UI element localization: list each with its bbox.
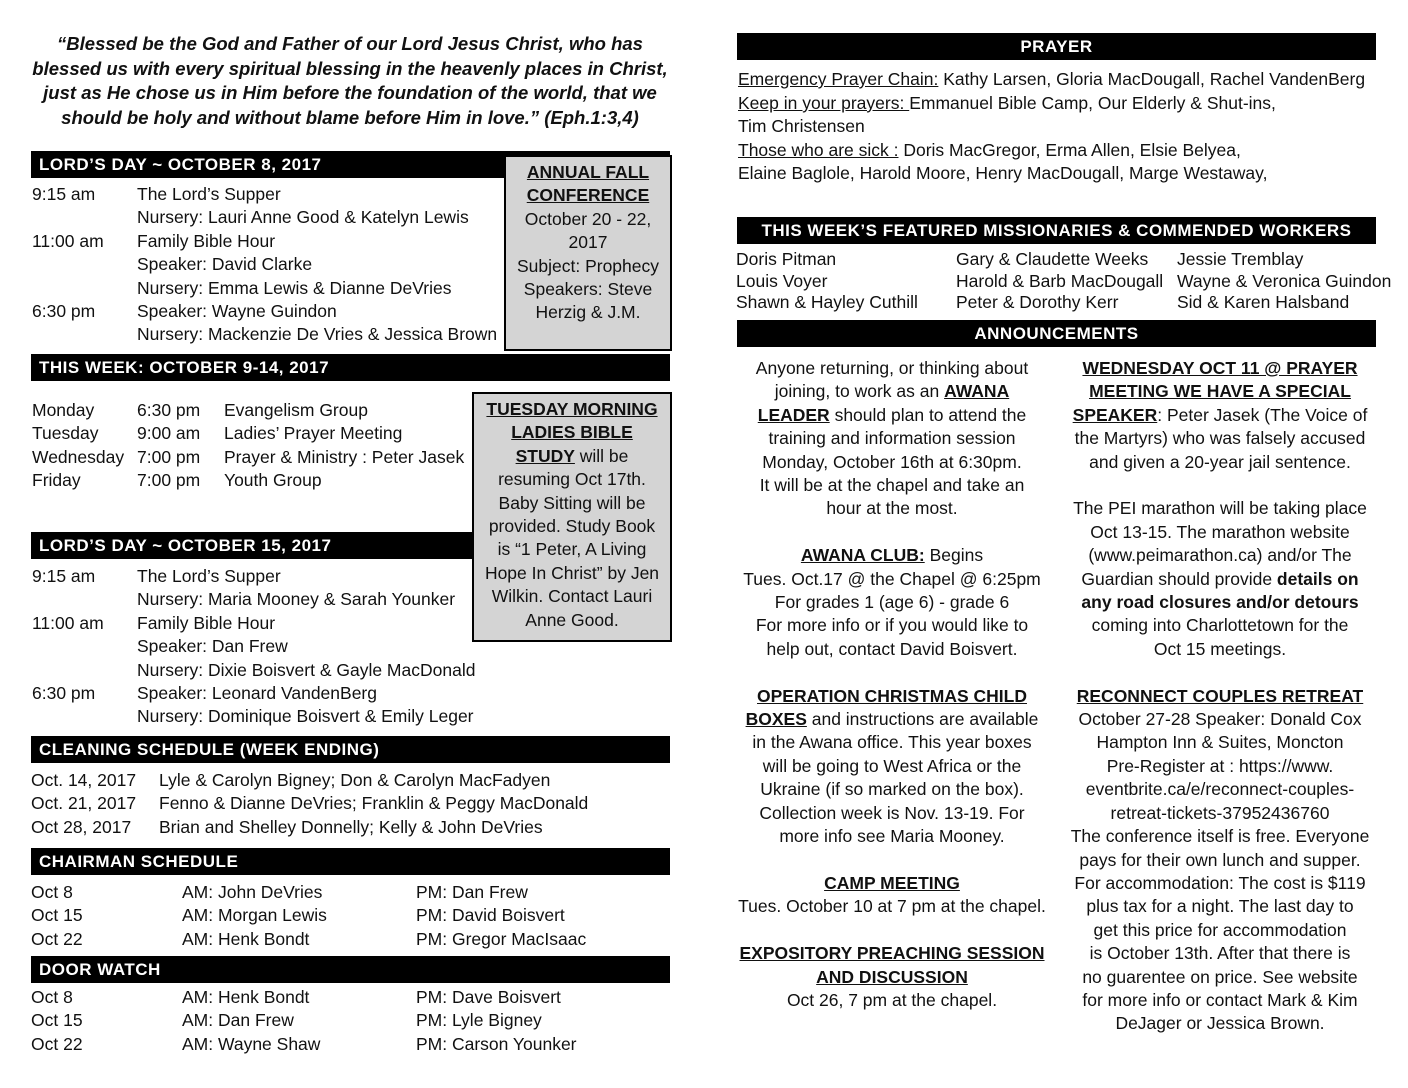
door-pm: PM: Carson Younker	[416, 1033, 577, 1054]
missionary-name: Peter & Dorothy Kerr	[956, 292, 1119, 312]
conference-title-1: ANNUAL FALL	[526, 162, 650, 182]
text: The PEI marathon will be taking place	[1073, 498, 1367, 519]
chairman-am: AM: John DeVries	[182, 882, 323, 902]
text: The conference itself is free. Everyone	[1070, 826, 1370, 847]
prayer-keep-text: Emmanuel Bible Camp, Our Elderly & Shut-ins,	[909, 93, 1276, 113]
prayer-keep-label: Keep in your prayers:	[738, 93, 910, 113]
text: get this price for accommodation	[1093, 919, 1347, 940]
text: AND DISCUSSION	[816, 966, 968, 987]
text: should plan to attend the	[829, 404, 1027, 425]
chairman-header: CHAIRMAN SCHEDULE	[31, 848, 670, 875]
text: coming into Charlottetown for the	[1091, 615, 1349, 636]
prayer-sick-text: Doris MacGregor, Erma Allen, Elsie Belyea,	[898, 140, 1241, 160]
schedule-item: Nursery: Dominique Boisvert & Emily Leger	[137, 706, 474, 727]
chairman-pm: PM: David Boisvert	[416, 905, 565, 926]
prayer-chain-label: Emergency Prayer Chain:	[738, 69, 939, 89]
text: Oct 26, 7 pm at the chapel.	[786, 989, 998, 1010]
week-time: 7:00 pm	[137, 470, 201, 491]
door-am: AM: Henk Bondt	[182, 987, 310, 1007]
missionary-name: Gary & Claudette Weeks	[956, 249, 1149, 269]
awana-leader-announcement	[736, 357, 1048, 521]
schedule-item: Nursery: Mackenzie De Vries & Jessica Brown	[137, 324, 498, 345]
text: Tues. Oct.17 @ the Chapel @ 6:25pm	[743, 568, 1041, 589]
text: RECONNECT COUPLES RETREAT	[1076, 685, 1364, 706]
door-am: AM: Wayne Shaw	[182, 1033, 321, 1054]
text: and instructions are available	[806, 709, 1039, 730]
door-date: Oct 8	[31, 987, 73, 1007]
text: any road closures and/or detours	[1081, 592, 1359, 613]
text: joining, to work as an	[774, 381, 945, 402]
text: plus tax for a night. The last day to	[1086, 896, 1354, 917]
cleaning-date: Oct. 14, 2017	[31, 770, 137, 790]
text: AWANA CLUB:	[800, 545, 925, 566]
week-day: Monday	[32, 400, 95, 420]
schedule-item: Nursery: Maria Mooney & Sarah Younker	[137, 589, 456, 610]
text: For more info or if you would like to	[755, 615, 1029, 636]
text: Hampton Inn & Suites, Moncton	[1096, 732, 1344, 753]
text: For grades 1 (age 6) - grade 6	[774, 592, 1010, 613]
cleaning-header: CLEANING SCHEDULE (WEEK ENDING)	[31, 736, 670, 763]
missionary-name: Harold & Barb MacDougall	[956, 270, 1164, 291]
prayer-sick	[738, 139, 1241, 162]
door-date: Oct 15	[31, 1010, 83, 1031]
chairman-date: Oct 22	[31, 928, 83, 949]
missionary-name: Doris Pitman	[736, 249, 837, 269]
study-line: Baby Sitting will be	[498, 492, 646, 513]
conference-box	[504, 155, 672, 351]
schedule-item: Speaker: Leonard VandenBerg	[137, 683, 377, 703]
text: : Peter Jasek (The Voice of	[1157, 404, 1368, 425]
week-event: Evangelism Group	[224, 400, 368, 420]
text: Collection week is Nov. 13-19. For	[759, 802, 1025, 823]
door-date: Oct 22	[31, 1033, 83, 1054]
text: Tues. October 10 at 7 pm at the chapel.	[738, 896, 1046, 917]
week-day: Tuesday	[32, 423, 99, 444]
chairman-am: AM: Henk Bondt	[182, 928, 310, 949]
chairman-pm: PM: Gregor MacIsaac	[416, 928, 587, 949]
text: hour at the most.	[826, 498, 958, 519]
text: Anyone returning, or thinking about	[755, 358, 1029, 378]
week-day: Friday	[32, 470, 81, 491]
conference-line: 2017	[568, 232, 608, 253]
prayer-chain	[738, 68, 1365, 91]
week-time: 9:00 am	[137, 423, 201, 444]
this-week-header: THIS WEEK: OCTOBER 9-14, 2017	[31, 354, 670, 381]
missionary-name: Jessie Tremblay	[1177, 249, 1304, 269]
schedule-item: Nursery: Dixie Boisvert & Gayle MacDonald	[137, 659, 476, 680]
conference-line: Subject: Prophecy	[516, 255, 660, 276]
schedule-time: 9:15 am	[32, 566, 96, 586]
cleaning-date: Oct. 21, 2017	[31, 793, 137, 814]
couples-retreat-announcement	[1064, 685, 1376, 1036]
prayer-sick-label: Those who are sick :	[738, 140, 899, 160]
conference-line: Herzig & J.M.	[535, 302, 641, 323]
lords-day-1-header: LORD’S DAY ~ OCTOBER 8, 2017	[31, 151, 670, 178]
text: retreat-tickets-37952436760	[1110, 802, 1330, 823]
text: Guardian should provide	[1081, 568, 1277, 589]
study-line: is “1 Peter, A Living	[497, 539, 647, 560]
schedule-item: Nursery: Lauri Anne Good & Katelyn Lewis	[137, 207, 469, 228]
schedule-item: Speaker: David Clarke	[137, 254, 313, 275]
text: details on	[1276, 568, 1359, 589]
text: (www.peimarathon.ca) and/or The	[1088, 545, 1352, 566]
text: OPERATION CHRISTMAS CHILD	[757, 685, 1027, 706]
text: is October 13th. After that there is	[1089, 943, 1351, 964]
schedule-item: The Lord’s Supper	[137, 184, 281, 204]
conference-line: Speakers: Steve	[523, 279, 653, 300]
missionary-name: Louis Voyer	[736, 270, 828, 291]
study-line: Anne Good.	[525, 609, 619, 630]
text: the Martyrs) who was falsely accused	[1074, 428, 1366, 449]
week-event: Prayer & Ministry : Peter Jasek	[224, 446, 465, 467]
announcements-left	[736, 357, 1048, 1036]
week-time: 6:30 pm	[137, 400, 201, 420]
text: Monday, October 16th at 6:30pm.	[762, 451, 1022, 472]
prayer-keep	[738, 92, 1276, 115]
missionary-name: Wayne & Veronica Guindon	[1177, 270, 1392, 291]
camp-meeting-announcement	[736, 872, 1048, 919]
schedule-item: Family Bible Hour	[137, 612, 276, 633]
text: will be going to West Africa or the	[762, 755, 1022, 776]
missionary-name: Sid & Karen Halsband	[1177, 292, 1350, 312]
schedule-item: Speaker: Dan Frew	[137, 636, 288, 657]
door-pm: PM: Lyle Bigney	[416, 1010, 542, 1031]
schedule-time: 11:00 am	[32, 230, 104, 251]
study-title-rest: will be	[574, 445, 629, 466]
schedule-time: 11:00 am	[32, 612, 104, 633]
text: eventbrite.ca/e/reconnect-couples-	[1085, 779, 1355, 800]
text: For accommodation: The cost is $119	[1074, 872, 1366, 893]
text: help out, contact David Boisvert.	[766, 638, 1018, 659]
expository-preaching-announcement	[736, 942, 1048, 1012]
missionaries-header: THIS WEEK’S FEATURED MISSIONARIES & COMMENDED WORKERS	[737, 217, 1376, 244]
schedule-item: The Lord’s Supper	[137, 566, 281, 586]
text: MEETING WE HAVE A SPECIAL	[1089, 381, 1351, 402]
week-event: Ladies’ Prayer Meeting	[224, 423, 403, 444]
text: training and information session	[768, 428, 1016, 449]
text: SPEAKER	[1072, 404, 1158, 425]
schedule-item: Nursery: Emma Lewis & Dianne DeVries	[137, 277, 452, 298]
chairman-pm: PM: Dan Frew	[416, 882, 528, 902]
text: October 27-28 Speaker: Donald Cox	[1078, 709, 1362, 730]
text: WEDNESDAY OCT 11 @ PRAYER	[1082, 358, 1358, 378]
missionary-name: Shawn & Hayley Cuthill	[736, 292, 918, 312]
chairman-date: Oct 8	[31, 882, 73, 902]
cleaning-names: Fenno & Dianne DeVries; Franklin & Peggy MacDonald	[159, 793, 589, 814]
text: CAMP MEETING	[824, 872, 960, 893]
schedule-item: Speaker: Wayne Guindon	[137, 301, 337, 321]
door-am: AM: Dan Frew	[182, 1010, 294, 1031]
week-day: Wednesday	[32, 446, 125, 467]
study-title-3: STUDY	[515, 445, 575, 466]
study-line: resuming Oct 17th.	[498, 469, 646, 490]
text: for more info or contact Mark & Kim	[1082, 989, 1358, 1010]
conference-title-2: CONFERENCE	[526, 185, 650, 206]
schedule-time: 9:15 am	[32, 184, 96, 204]
text: Begins	[924, 545, 984, 566]
text: pays for their own lunch and supper.	[1079, 849, 1361, 870]
announcements-right	[1064, 357, 1376, 1059]
text: more info see Maria Mooney.	[779, 826, 1005, 847]
conference-line: October 20 - 22,	[524, 208, 652, 229]
prayer-sick-2: Elaine Baglole, Harold Moore, Henry MacDougall, Marge Westaway,	[738, 163, 1268, 183]
text: AWANA	[944, 381, 1010, 402]
awana-club-announcement	[736, 544, 1048, 661]
text: in the Awana office. This year boxes	[752, 732, 1032, 753]
text: Pre-Register at : https://www.	[1106, 755, 1334, 776]
chairman-date: Oct 15	[31, 905, 83, 926]
week-time: 7:00 pm	[137, 446, 201, 467]
prayer-keep-2: Tim Christensen	[738, 116, 865, 136]
text: and given a 20-year jail sentence.	[1089, 451, 1351, 472]
text: LEADER	[757, 404, 830, 425]
door-pm: PM: Dave Boisvert	[416, 987, 561, 1007]
week-event: Youth Group	[224, 470, 322, 491]
study-title-2: LADIES BIBLE	[511, 422, 633, 443]
chairman-am: AM: Morgan Lewis	[182, 905, 327, 926]
text: Oct 15 meetings.	[1153, 638, 1287, 659]
schedule-time: 6:30 pm	[32, 301, 96, 321]
prayer-header: PRAYER	[737, 33, 1376, 60]
scripture-quote: “Blessed be the God and Father of our Lord Jesus Christ, who has blessed us with every spiritual blessing in the heavenly places in Christ, just as He chose us in Him before the foundation of the world, that we should be holy and without blame before Him in love.” (Eph.1:3,4)	[32, 33, 668, 128]
wednesday-speaker-announcement	[1064, 357, 1376, 474]
prayer-chain-text: Kathy Larsen, Gloria MacDougall, Rachel VandenBerg	[938, 69, 1366, 89]
study-line: provided. Study Book	[488, 516, 656, 537]
schedule-item: Family Bible Hour	[137, 230, 276, 251]
text: DeJager or Jessica Brown.	[1115, 1013, 1325, 1034]
text: BOXES	[745, 709, 807, 730]
operation-christmas-child-announcement	[736, 685, 1048, 849]
text: Ukraine (if so marked on the box).	[760, 779, 1024, 800]
cleaning-names: Brian and Shelley Donnelly; Kelly & John DeVries	[159, 816, 543, 837]
cleaning-names: Lyle & Carolyn Bigney; Don & Carolyn MacFadyen	[159, 770, 551, 790]
text: Oct 13-15. The marathon website	[1090, 521, 1350, 542]
announcements-header: ANNOUNCEMENTS	[737, 320, 1376, 347]
schedule-time: 6:30 pm	[32, 683, 96, 703]
text: It will be at the chapel and take an	[759, 475, 1025, 496]
door-watch-header: DOOR WATCH	[31, 956, 670, 983]
ladies-study-box	[472, 392, 672, 642]
study-title-1: TUESDAY MORNING	[486, 399, 658, 419]
text: EXPOSITORY PREACHING SESSION	[739, 943, 1045, 964]
pei-marathon-announcement	[1064, 497, 1376, 661]
text: no guarentee on price. See website	[1082, 966, 1358, 987]
lords-day-2-header: LORD’S DAY ~ OCTOBER 15, 2017	[31, 532, 472, 559]
study-line: Hope In Christ” by Jen	[484, 562, 660, 583]
study-line: Wilkin. Contact Lauri	[491, 586, 653, 607]
cleaning-date: Oct 28, 2017	[31, 816, 132, 837]
